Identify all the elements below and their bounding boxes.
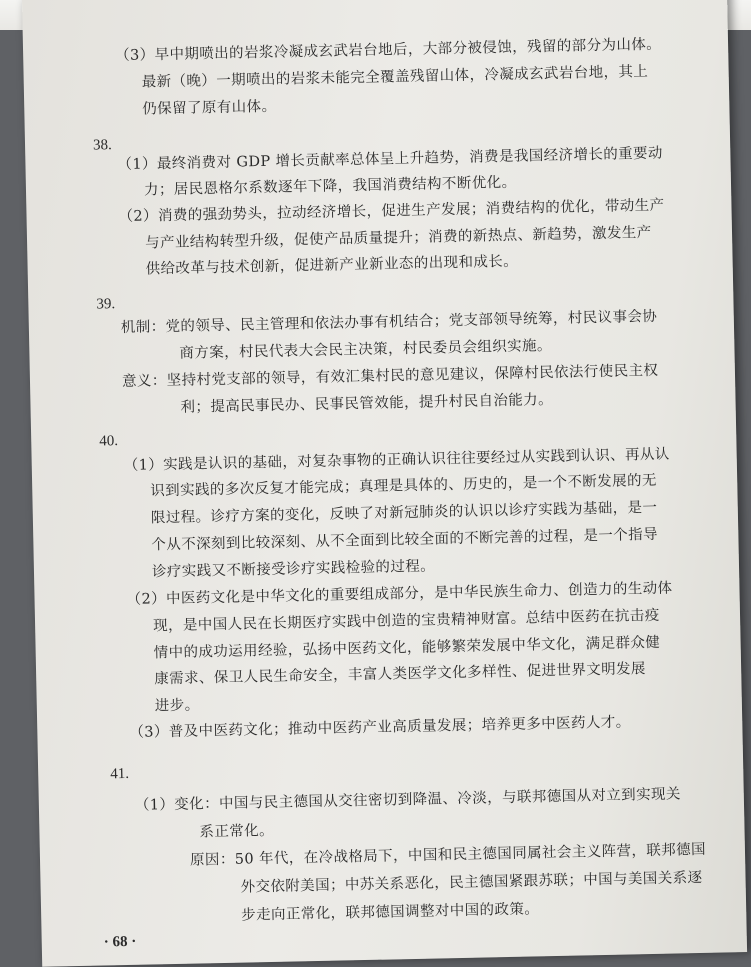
q38-part1-line1: （1）最终消费对 GDP 增长贡献率总体呈上升趋势，消费是我国经济增长的重要动 (117, 145, 664, 174)
q38-number: 38. (92, 137, 112, 154)
q38-part2-line2: 与产业结构转型升级，促使产品质量提升；消费的新热点、新趋势，激发生产 (144, 224, 652, 252)
q41-change-line1: （1）变化：中国与民主德国从交往密切到降温、冷淡，与联邦德国从对立到实现关 (134, 786, 681, 814)
q40-part1-line3: 限过程。诊疗方案的变化，反映了对新冠肺炎的认识以诊疗实践为基础，是一 (150, 499, 658, 527)
q40-part1-line5: 诊疗实践又不断接受诊疗实践检验的过程。 (151, 558, 436, 581)
q39-mechanism-line2: 商方案，村民代表大会民主决策，村民委员会组织实施。 (179, 337, 553, 362)
q40-part2-line3: 情中的成功运用经验，弘扬中医药文化，能够繁荣发展中华文化，满足群众健 (153, 634, 661, 662)
q40-part2-line1: （2）中医药文化是中华文化的重要组成部分，是中华民族生命力、创造力的生动体 (126, 580, 673, 608)
q40-part2-line5: 进步。 (154, 697, 200, 715)
q41-reason-line3: 步走向正常化，联邦德国调整对中国的政策。 (241, 901, 540, 924)
q40-part1-line1: （1）实践是认识的基础，对复杂事物的正确认识往往要经过从实践到认识、再从认 (123, 446, 670, 474)
q38-part1-line2: 力；居民恩格尔系数逐年下降，我国消费结构不断优化。 (143, 174, 517, 199)
q37-part3-line2: 最新（晚）一期喷出的岩浆未能完全覆盖残留山体，冷凝成玄武岩台地，其上 (141, 63, 649, 91)
q40-part2-line2: 现，是中国人民在长期医疗实践中创造的宝贵精神财富。总结中医药在抗击疫 (152, 607, 660, 635)
q39-number: 39. (96, 296, 116, 313)
q40-part2-line4: 康需求、保卫人民生命安全，丰富人类医学文化多样性、促进世界文明发展 (154, 661, 647, 688)
page-number: · 68 · (103, 933, 137, 951)
q38-part2-line3: 供给改革与技术创新，促进新产业新业态的出现和成长。 (145, 253, 519, 278)
q40-part1-line2: 识到实践的多次反复才能完成；真理是具体的、历史的，是一个不断发展的无 (150, 472, 657, 500)
q37-part3-line3: 仍保留了原有山体。 (142, 98, 277, 118)
q40-part1-line4: 个从不深刻到比较深刻、从不全面到比较全面的不断完善的过程，是一个指导 (151, 526, 659, 554)
q40-part3-line1: （3）普及中医药文化；推动中医药产业高质量发展；培养更多中医药人才。 (129, 714, 631, 741)
q40-number: 40. (99, 433, 119, 450)
q37-part3-line1: （3）早中期喷出的岩浆冷凝成玄武岩台地后，大部分被侵蚀，残留的部分为山体。 (115, 36, 662, 65)
q38-part2-line1: （2）消费的强劲势头，拉动经济增长，促进生产发展；消费结构的优化，带动生产 (118, 197, 665, 226)
q39-significance-line1: 意义：坚持村党支部的领导，有效汇集村民的意见建议，保障村民依法行使民主权 (121, 362, 659, 390)
q41-number: 41. (110, 765, 130, 783)
q41-reason-line1: 原因：50 年代，在冷战格局下，中国和民主德国同属社会主义阵营，联邦德国 (189, 841, 707, 869)
q39-mechanism-line1: 机制：党的领导、民主管理和依法办事有机结合；党支部领导统筹，村民议事会协 (120, 308, 658, 336)
q39-significance-line2: 利；提高民事民办、民事民管效能，提升村民自治能力。 (180, 391, 554, 416)
q41-reason-line2: 外交依附美国；中苏关系恶化，民主德国紧跟苏联；中国与美国关系逐 (240, 869, 703, 896)
q41-change-line2: 系正常化。 (199, 822, 275, 841)
document-page (22, 0, 747, 967)
